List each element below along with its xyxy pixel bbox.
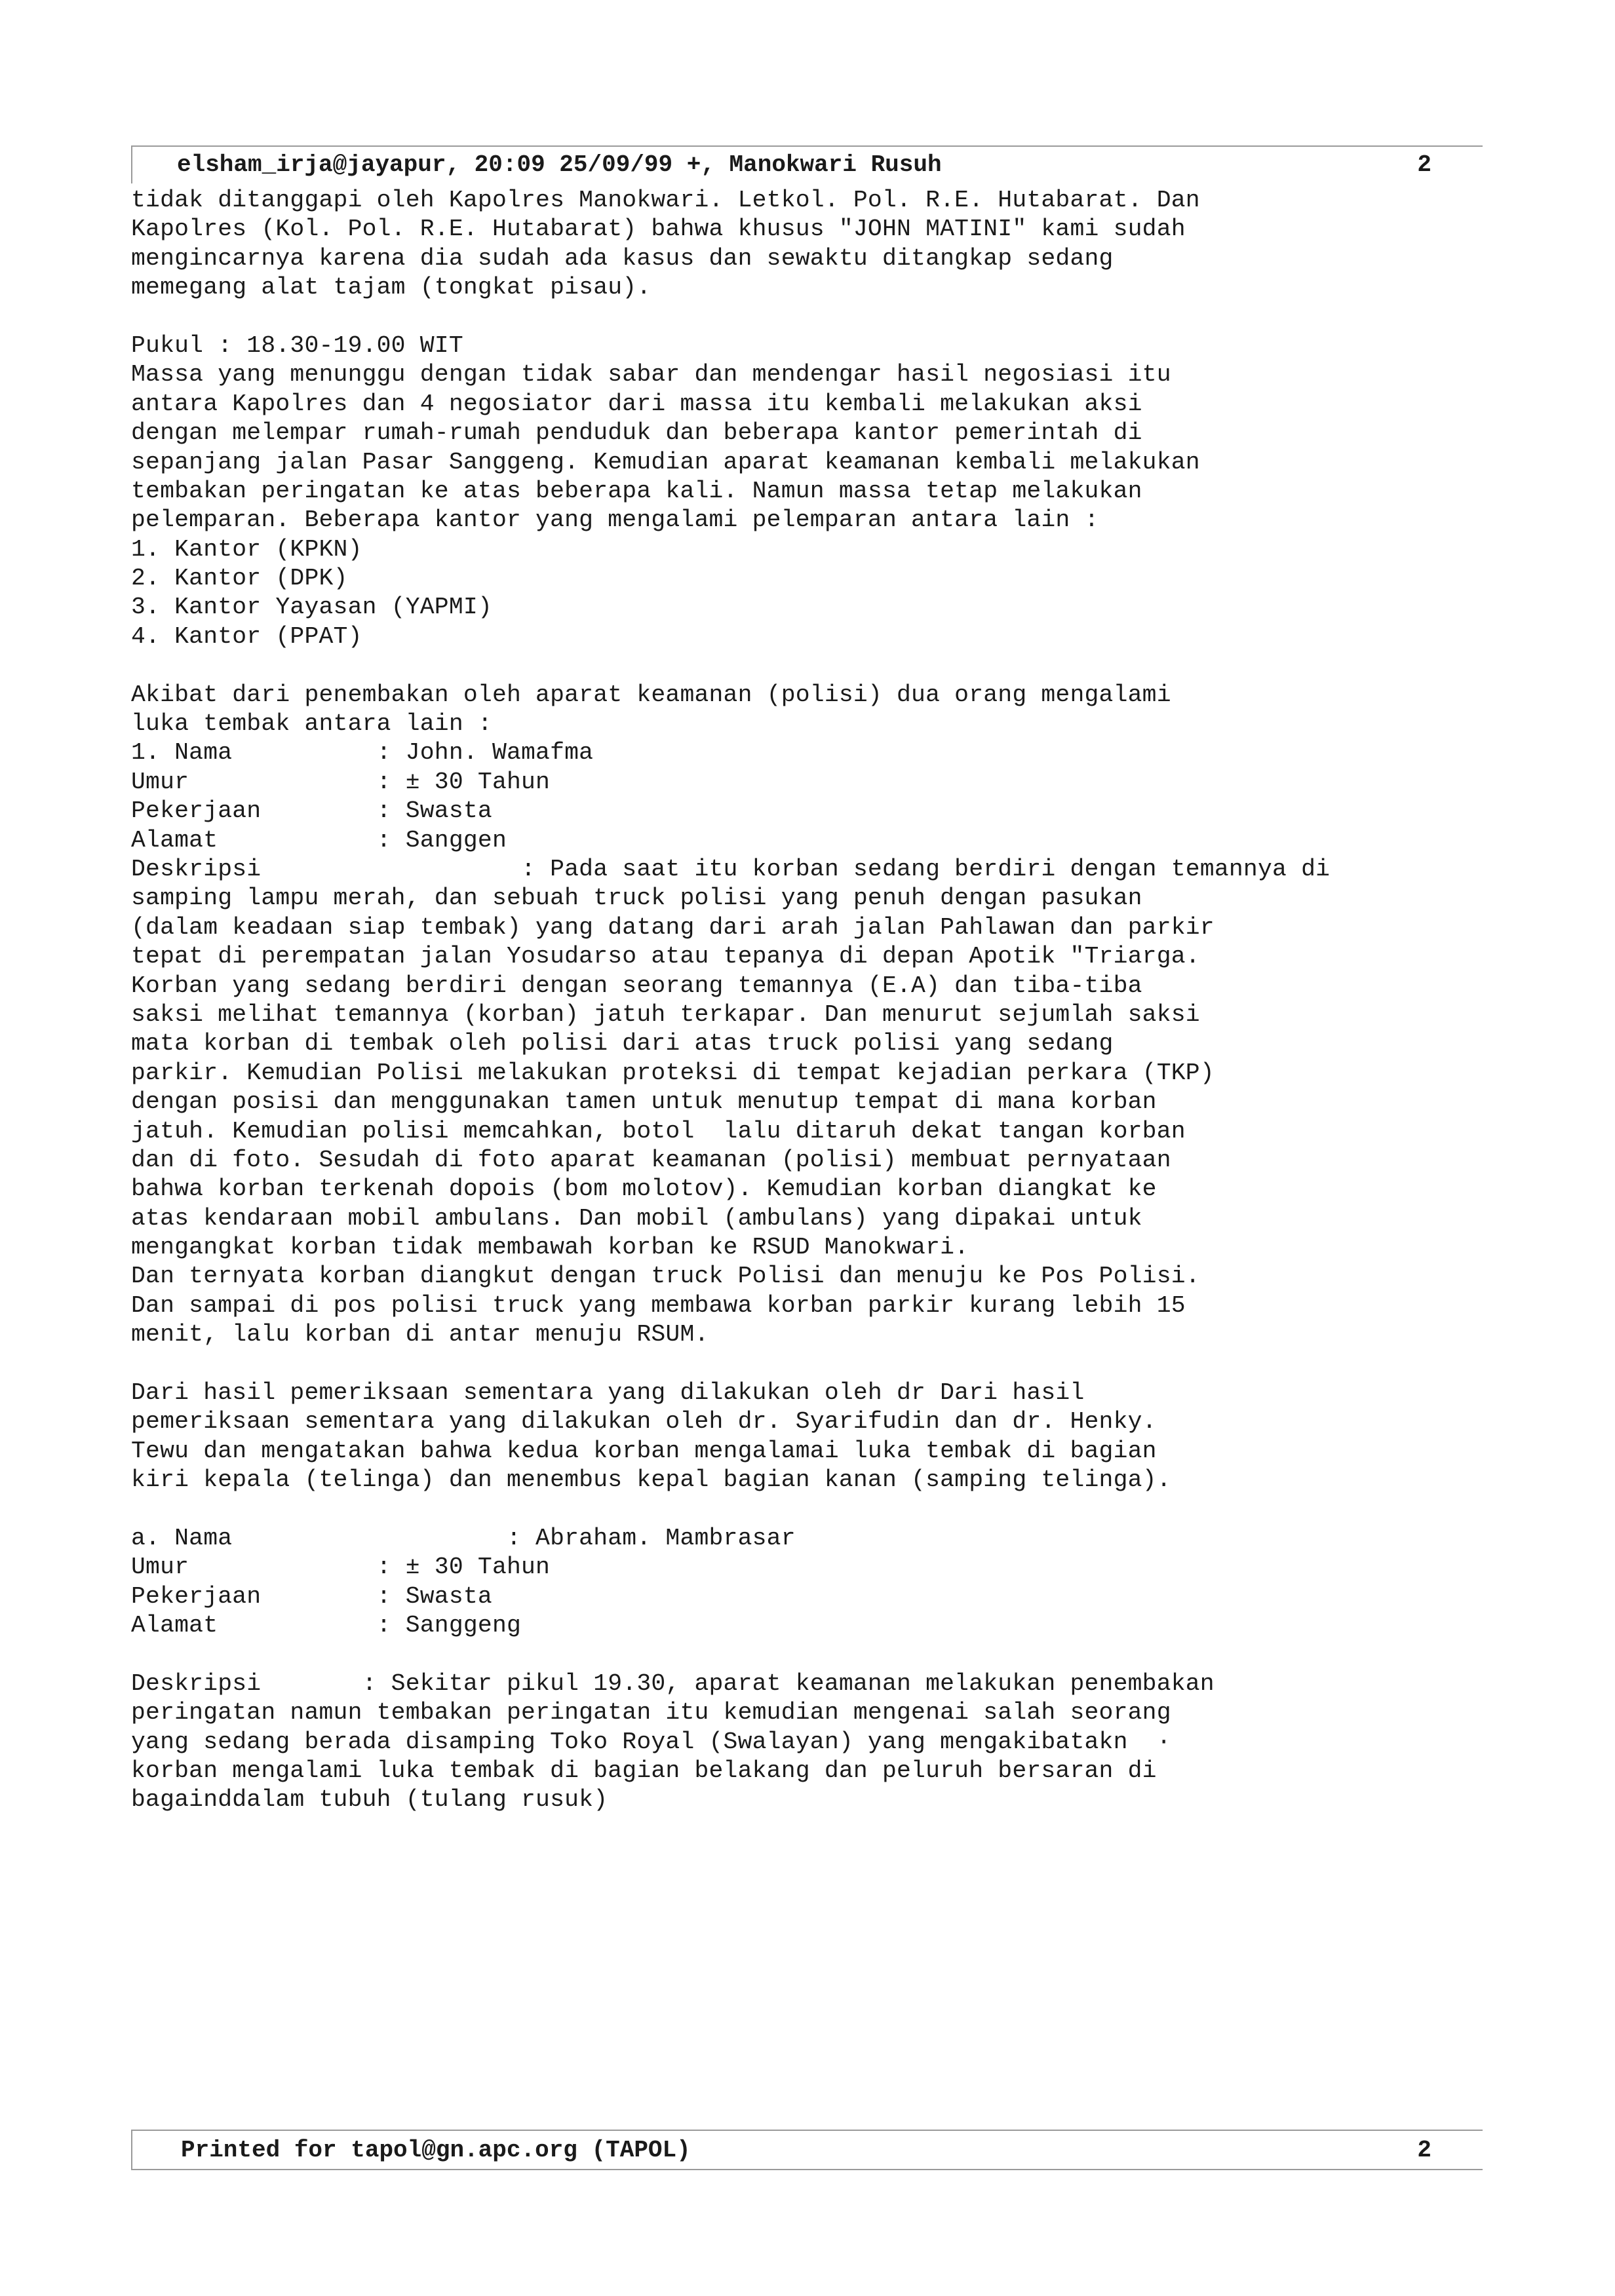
field-row: Alamat : Sanggeng	[131, 1612, 522, 1639]
document-body	[131, 186, 1481, 1815]
text-line: bahwa korban terkenah dopois (bom molotov). Kemudian korban diangkat ke	[131, 1176, 1157, 1203]
field-row: Pekerjaan : Swasta	[131, 1582, 492, 1610]
paragraph-examination	[131, 1379, 1481, 1495]
page-header	[131, 145, 1483, 183]
text-line: menit, lalu korban di antar menuju RSUM.	[131, 1321, 709, 1349]
page-footer	[131, 2130, 1483, 2170]
footer-title: Printed for tapol@gn.apc.org (TAPOL)	[181, 2137, 691, 2164]
text-line: tembakan peringatan ke atas beberapa kali. Namun massa tetap melakukan	[131, 477, 1142, 505]
field-row: a. Nama : Abraham. Mambrasar	[131, 1524, 796, 1552]
text-line: Kapolres (Kol. Pol. R.E. Hutabarat) bahwa khusus "JOHN MATINI" kami sudah	[131, 216, 1186, 243]
paragraph-continuation	[131, 186, 1481, 303]
text-line: kiri kepala (telinga) dan menembus kepal bagian kanan (samping telinga).	[131, 1466, 1171, 1494]
header-page-number: 2	[1417, 151, 1431, 178]
text-line: Dan sampai di pos polisi truck yang membawa korban parkir kurang lebih 15	[131, 1292, 1186, 1319]
text-line: dengan melempar rumah-rumah penduduk dan beberapa kantor pemerintah di	[131, 419, 1142, 447]
text-line: Korban yang sedang berdiri dengan seorang temannya (E.A) dan tiba-tiba	[131, 972, 1142, 999]
text-line: atas kendaraan mobil ambulans. Dan mobil (ambulans) yang dipakai untuk	[131, 1204, 1142, 1232]
text-line: Pukul : 18.30-19.00 WIT	[131, 332, 463, 359]
field-row: Pekerjaan : Swasta	[131, 797, 492, 825]
text-line: pemeriksaan sementara yang dilakukan oleh dr. Syarifudin dan dr. Henky.	[131, 1408, 1157, 1436]
text-line: bagainddalam tubuh (tulang rusuk)	[131, 1786, 608, 1814]
field-row: Alamat : Sanggen	[131, 826, 507, 854]
text-line: peringatan namun tembakan peringatan itu kemudian mengenai salah seorang	[131, 1699, 1171, 1727]
paragraph-pukul	[131, 332, 1481, 651]
list-item: 3. Kantor Yayasan (YAPMI)	[131, 594, 492, 621]
field-row: Umur : ± 30 Tahun	[131, 1554, 551, 1581]
paragraph-victim-2	[131, 1524, 1481, 1641]
field-row: Umur : ± 30 Tahun	[131, 768, 551, 795]
list-item: 4. Kantor (PPAT)	[131, 622, 362, 650]
text-line: Deskripsi : Sekitar pikul 19.30, aparat keamanan melakukan penembakan	[131, 1670, 1215, 1697]
text-line: mengincarnya karena dia sudah ada kasus dan sewaktu ditangkap sedang	[131, 244, 1114, 272]
text-line: sepanjang jalan Pasar Sanggeng. Kemudian aparat keamanan kembali melakukan	[131, 448, 1200, 476]
text-line: luka tembak antara lain :	[131, 710, 492, 738]
list-item: 2. Kantor (DPK)	[131, 565, 348, 592]
text-line: yang sedang berada disamping Toko Royal (Swalayan) yang mengakibatakn ·	[131, 1728, 1171, 1755]
field-row: Deskripsi : Pada saat itu korban sedang berdiri dengan temannya di	[131, 855, 1331, 883]
text-line: Akibat dari penembakan oleh aparat keamanan (polisi) dua orang mengalami	[131, 681, 1171, 708]
text-line: mengangkat korban tidak membawah korban ke RSUD Manokwari.	[131, 1234, 969, 1261]
text-line: Tewu dan mengatakan bahwa kedua korban mengalamai luka tembak di bagian	[131, 1437, 1157, 1464]
text-line: tidak ditanggapi oleh Kapolres Manokwari. Letkol. Pol. R.E. Hutabarat. Dan	[131, 187, 1200, 214]
text-line: jatuh. Kemudian polisi memcahkan, botol lalu ditaruh dekat tangan korban	[131, 1117, 1186, 1145]
field-row: 1. Nama : John. Wamafma	[131, 739, 594, 767]
text-line: antara Kapolres dan 4 negosiator dari massa itu kembali melakukan aksi	[131, 390, 1142, 417]
header-title: elsham_irja@jayapur, 20:09 25/09/99 +, Manokwari Rusuh	[177, 151, 942, 178]
text-line: dan di foto. Sesudah di foto aparat keamanan (polisi) membuat pernyataan	[131, 1146, 1171, 1174]
text-line: Dan ternyata korban diangkut dengan truck Polisi dan menuju ke Pos Polisi.	[131, 1263, 1200, 1290]
paragraph-description-2	[131, 1670, 1481, 1815]
footer-page-number: 2	[1417, 2137, 1431, 2164]
text-line: tepat di perempatan jalan Yosudarso atau tepanya di depan Apotik "Triarga.	[131, 943, 1200, 970]
text-line: Dari hasil pemeriksaan sementara yang dilakukan oleh dr Dari hasil	[131, 1379, 1085, 1407]
text-line: pelemparan. Beberapa kantor yang mengalami pelemparan antara lain :	[131, 507, 1099, 534]
text-line: Massa yang menunggu dengan tidak sabar dan mendengar hasil negosiasi itu	[131, 361, 1171, 389]
paragraph-victim-1	[131, 681, 1481, 1350]
text-line: saksi melihat temannya (korban) jatuh terkapar. Dan menurut sejumlah saksi	[131, 1001, 1200, 1028]
list-item: 1. Kantor (KPKN)	[131, 535, 362, 563]
text-line: mata korban di tembak oleh polisi dari atas truck polisi yang sedang	[131, 1030, 1114, 1058]
text-line: (dalam keadaan siap tembak) yang datang dari arah jalan Pahlawan dan parkir	[131, 913, 1215, 941]
text-line: korban mengalami luka tembak di bagian belakang dan peluruh bersaran di	[131, 1757, 1157, 1785]
text-line: samping lampu merah, dan sebuah truck polisi yang penuh dengan pasukan	[131, 885, 1142, 912]
text-line: parkir. Kemudian Polisi melakukan proteksi di tempat kejadian perkara (TKP)	[131, 1059, 1215, 1086]
text-line: dengan posisi dan menggunakan tamen untuk menutup tempat di mana korban	[131, 1088, 1157, 1116]
text-line: memegang alat tajam (tongkat pisau).	[131, 274, 652, 301]
